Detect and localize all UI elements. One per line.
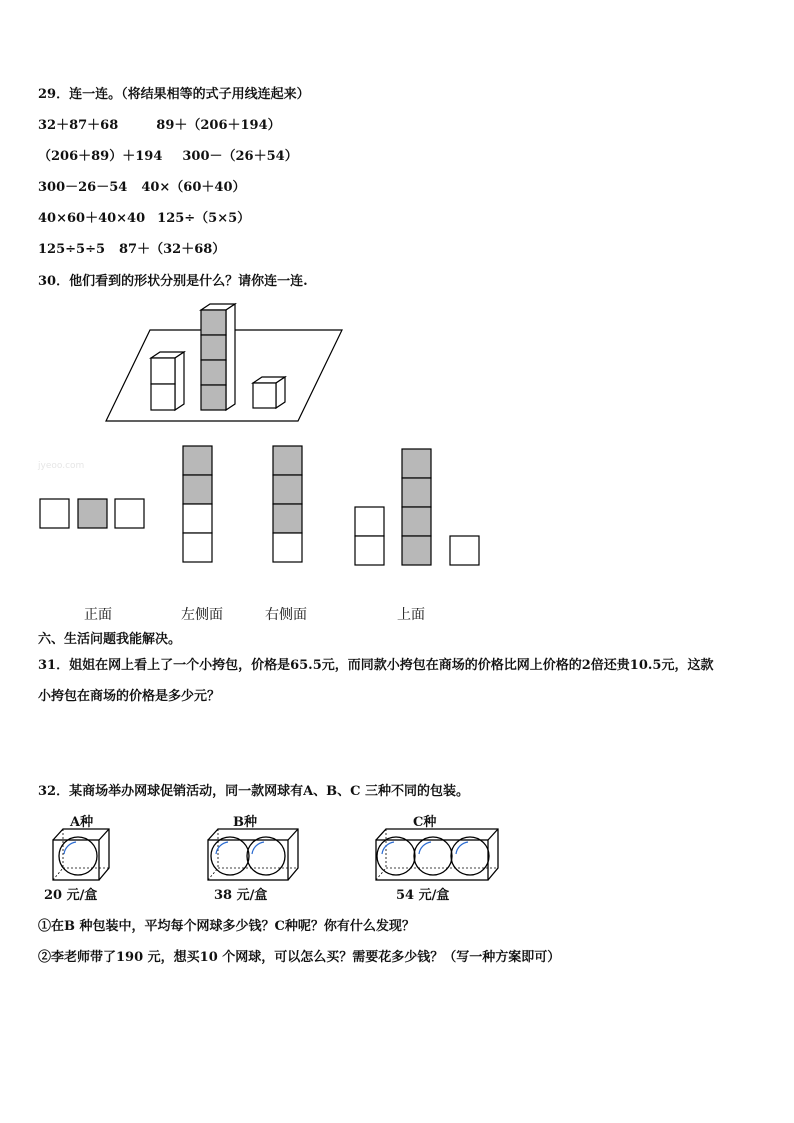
- expr-right: 87＋（32＋68）: [119, 242, 226, 257]
- view-option-column-b: [273, 446, 302, 562]
- q31-line-2: 小挎包在商场的价格是多少元？: [38, 689, 221, 704]
- expr-left: 125÷5÷5: [38, 242, 106, 257]
- expr-left: 32＋87＋68: [38, 118, 119, 133]
- package-b-box: [208, 829, 298, 880]
- watermark: jyeoo.com: [38, 461, 85, 471]
- cube-stack-four: [201, 304, 235, 410]
- package-b-price: 38 元/盒: [214, 888, 268, 903]
- q29-title: 29．连一连。（将结果相等的式子用线连起来）: [38, 87, 310, 102]
- package-a-price: 20 元/盒: [44, 888, 98, 903]
- package-c-box: [376, 829, 498, 880]
- expr-left: 40×60＋40×40: [38, 211, 146, 226]
- q31-line-1: 31．姐姐在网上看上了一个小挎包，价格是65.5元，而同款小挎包在商场的价格比网上价格的2倍还贵10.5元，这款: [38, 658, 714, 673]
- expr-right: 125÷（5×5）: [157, 211, 251, 226]
- q32-sub-2: ②李老师带了190 元，想买10 个网球，可以怎么买？需要花多少钱？（写一种方案即可）: [38, 950, 561, 965]
- cube-stack-two: [151, 352, 184, 410]
- q32-sub-1: ①在B 种包装中，平均每个网球多少钱？C种呢？你有什么发现？: [38, 919, 415, 934]
- view-option-row: [40, 499, 144, 528]
- q30-title: 30．他们看到的形状分别是什么？请你连一连.: [38, 274, 308, 289]
- view-option-column-a: [183, 446, 212, 562]
- expr-right: 40×（60＋40）: [141, 180, 246, 195]
- view-option-combined: [355, 449, 479, 565]
- expr-right: 89＋（206＋194）: [156, 118, 281, 133]
- package-b-name: B种: [233, 815, 257, 830]
- package-a-name: A种: [70, 815, 94, 830]
- section-6-title: 六、生活问题我能解决。: [38, 632, 182, 647]
- package-c-price: 54 元/盒: [396, 888, 450, 903]
- expr-left: （206＋89）＋194: [38, 149, 163, 164]
- package-a-box: [53, 829, 109, 880]
- cube-single: [253, 377, 285, 408]
- package-c-name: C种: [413, 815, 437, 830]
- expr-left: 300－26－54: [38, 180, 128, 195]
- expr-right: 300－（26＋54）: [182, 149, 298, 164]
- q32-title: 32．某商场举办网球促销活动，同一款网球有A、B、C 三种不同的包装。: [38, 784, 470, 799]
- label-top: 上面: [397, 607, 425, 623]
- label-left-side: 左侧面: [181, 607, 223, 623]
- label-front: 正面: [84, 607, 112, 623]
- label-right-side: 右侧面: [265, 607, 307, 623]
